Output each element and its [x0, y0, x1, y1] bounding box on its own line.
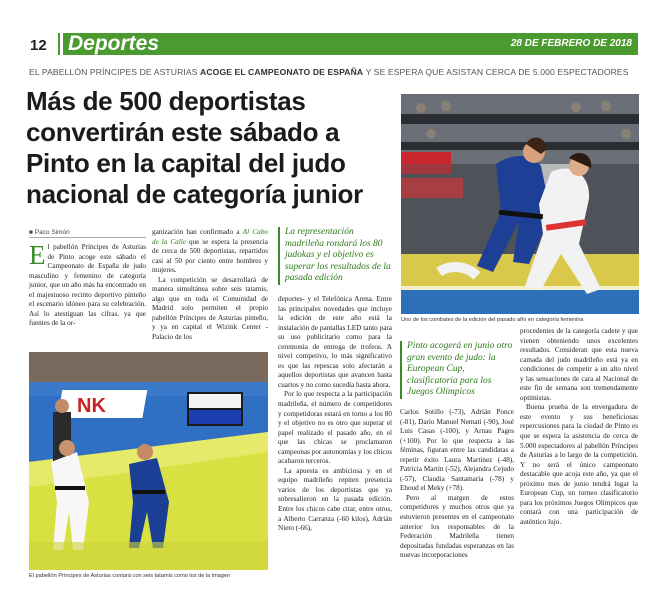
- pull-quote-2: Pinto acogerá en junio otro gran evento de judo: la European Cup, clasificatoria para los Juegos Olímpicos: [400, 341, 514, 399]
- article-headline: Más de 500 deportistas convertirán este sábado a Pinto en la capital del judo nacional de categoría junior: [26, 86, 363, 209]
- tatami-illustration: [29, 352, 268, 570]
- kicker-text-end: Y SE ESPERA QUE ASISTAN CERCA DE 5.000 ESPECTADORES: [363, 67, 629, 77]
- body-column-2: [152, 228, 268, 343]
- body-column-3: [278, 295, 392, 534]
- tatami-photo: [29, 352, 268, 570]
- kicker-text: EL PABELLÓN PRÍNCIPES DE ASTURIAS: [29, 67, 201, 77]
- left-photo-caption: El pabellón Príncipes de Asturias contará con seis tatamis como los de la imagen: [29, 573, 231, 579]
- body-column-1: [29, 240, 146, 329]
- issue-date: 28 DE FEBRERO DE 2018: [510, 38, 632, 49]
- paragraph-text: ganización han confirmado a: [152, 228, 243, 236]
- body-paragraph: Buena prueba de la envergadura de este evento y sus beneficiosas repercusiones para la ciudad de Pinto es que se espera la asistencia de cerca de 5.000 espectadores al pabellón Príncipes de Asturias a lo largo de la competición. Y no será el único campeonato destacable que acoja este año, ya que el próximo mes de junio tendrá lugar la European Cup, un torneo clasificatorio para los próximos Juegos Olímpicos que contará con una participación de auténtico lujo.: [520, 403, 638, 526]
- paragraph-text: l pabellón Príncipes de Asturias de Pinto acoge este sábado el Campeonato de España de judo masculino y femenino de categoría junior, que un año más ha encontrado en el majestuoso recinto deportivo pinteño el escenario idóneo para su celebración. Así lo atestiguan las cifras, ya que fuentes de la or-: [29, 243, 146, 328]
- top-photo-caption: Uno de los combates de la edición del pasado año en categoría femenina: [401, 317, 584, 323]
- article-kicker: [29, 67, 639, 77]
- author-divider: [29, 237, 146, 238]
- body-paragraph: La apuesta es ambiciosa y en el equipo madrileño repiten presencia varios de los deportistas que ya sobresalieron en la pasada edición. Entre los chicos cabe citar, entre otros, a Alberto Carranza (-60 kilos), Adrián Nieto (-66),: [278, 466, 392, 533]
- body-paragraph: deportes- y el Telefónica Arena. Entre las principales novedades que incluye la edición de este año está la instalación de pantallas LED tanto para su uso publicitario como para la ceremonia de entrega de trofeos. A nivel competivo, lo más significativo es que las repescas solo afectarán a aquellos deportistas que avancen hasta cuartos y no como sucedía hasta ahora.: [278, 295, 392, 389]
- section-title: Deportes: [68, 32, 160, 55]
- body-column-5: [520, 327, 638, 527]
- author-byline: ■ Paco Simón: [29, 229, 70, 236]
- body-paragraph: Pero al margen de estos competidores y muchos otros que ya estuvieron presentes en el campeonato anterior los responsables de la Federación Madrileña tienen depositadas fundadas esperanzas en las nuevas incorporaciones: [400, 493, 514, 560]
- paragraph-text-end: que se espera la presencia de cerca de 500 deportistas, repartidos casi al 50 por ciento entre hombres y mujeres.: [152, 237, 268, 275]
- judo-match-illustration: [401, 94, 639, 314]
- page-number: 12: [30, 37, 47, 54]
- judo-match-photo: [401, 94, 639, 314]
- publication-name: Al Cabo de la Calle: [152, 228, 269, 246]
- body-paragraph: Carlos Sotillo (-73), Adrián Ponce (-81), Darío Manuel Nemati (-90), José Luis Casas (-100), y Arnau Pages (+100). Por lo que respecta a las féminas, figuran entre las candidatas a repetir éxito Laura Martínez (-48), Patricia Martín (-52), Alejandra Cejudo (-57), Claudia Santamaría (-78) y Ehoud el Meky (+78).: [400, 408, 514, 493]
- body-paragraph: La competición se desarrollará de manera simultánea sobre seis tatamis, algo que en toda el Comunidad de Madrid solo permiten el propio pabellón Príncipes de Asturias pinteño, y ya en capital el Wizink Center -Palacio de los: [152, 275, 268, 342]
- pull-quote-1: La representación madrileña rondará los 80 judokas y el objetivo es superar los resultados de la pasada edición: [278, 227, 394, 285]
- kicker-bold: ACOGE EL CAMPEONATO DE ESPAÑA: [200, 67, 364, 77]
- body-paragraph: procedentes de la categoría cadete y que vienen obteniendo unos excelentes resultados. Consideran que esta nueva camada del judo madrileño está ya en condiciones de competir a un alto nivel y las sensaciones de cara al Nacional de este fin de semana son tremendamente optimistas.: [520, 327, 638, 402]
- body-paragraph: [152, 228, 268, 276]
- body-paragraph: Por lo que respecta a la participación madrileña, el número de competidores y competidoras estará en torno a los 80 y el objetivo no es otro que superar el papel realizado el pasado año, en el que las chicas se proclamaron campeonas por autonomías y los chicos acabaron terceros.: [278, 390, 392, 466]
- section-header-bar: [58, 33, 638, 55]
- body-column-4: [400, 408, 514, 561]
- drop-cap: E: [29, 240, 46, 270]
- author-name: Paco Simón: [34, 229, 70, 236]
- section-separator: [60, 33, 63, 55]
- banner-text: NK: [77, 395, 106, 417]
- body-paragraph: [29, 240, 146, 329]
